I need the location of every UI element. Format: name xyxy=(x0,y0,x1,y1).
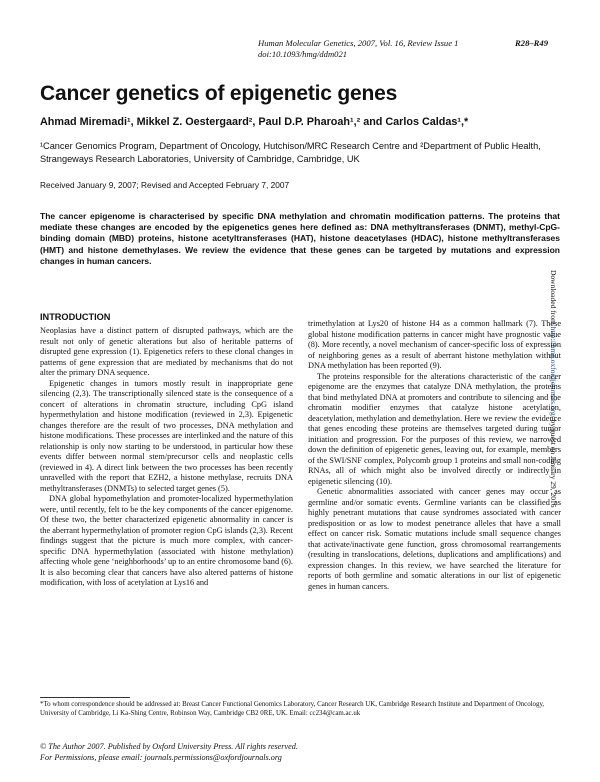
section-heading-introduction: INTRODUCTION xyxy=(40,312,111,322)
side-note-prefix: Downloaded from xyxy=(549,270,558,327)
paragraph: Epigenetic changes in tumors mostly result in inappropriate gene silencing (2,3). The transcriptionally silenced state is the consequence of a concert of alterations in chromatin structure, including CpG island hypermethylation and histone modification (reviewed in 2,3). Epigenetic changes therefore are the result of two processes, DNA methylation and histone modifications. These processes are interlinked and the nature of this relationship is only now starting to be understood, in particular how these events differ between normal stem/precursor cells and neoplastic cells (reviewed in 4). A direct link between the two processes has been recently unravelled with the report that EZH2, a histone methylase, recruits DNA methyltransferases (DNMTs) to selected target genes (5). xyxy=(40,378,293,493)
author-list: Ahmad Miremadi¹, Mikkel Z. Oestergaard², Paul D.P. Pharoah¹,² and Carlos Caldas¹,* xyxy=(40,116,469,128)
abstract: The cancer epigenome is characterised by specific DNA methylation and chromatin modification patterns. The proteins that mediate these changes are encoded by the epigenetics genes here defined as: DNA methyltransferases (DNMT), methyl-CpG-binding domain (MBD) proteins, histone acetyltransferases (HAT), histone deacetylases (HDAC), histone methyltransferases (HMT) and histone demethylases. We review the evidence that these genes can be targeted by mutations and expression changes in human cancers. xyxy=(40,211,560,266)
side-note-suffix: by guest on January 29, 2016 xyxy=(549,417,558,508)
journal-url-link[interactable]: http://hmg.oxfordjournals.org/ xyxy=(549,326,558,418)
correspondence-footnote: *To whom correspondence should be addressed at: Breast Cancer Functional Genomics Laboratory, Cancer Research UK, Cambridge Research Institute and Department of Oncology, University of Cambridge, Li Ka-Shing Centre, Robinson Way, Cambridge CB2 0RE, UK. Email: cc234@cam.ac.uk xyxy=(40,701,545,717)
left-text-column xyxy=(40,326,293,589)
affiliations: ¹Cancer Genomics Program, Department of Oncology, Hutchison/MRC Research Centre and ²Department of Public Health, Strangeways Research Laboratories, University of Cambridge, Cambridge, UK xyxy=(40,141,541,164)
footnote-divider xyxy=(40,697,130,698)
page-range: R28–R49 xyxy=(515,38,548,48)
copyright-block xyxy=(40,742,298,763)
paragraph: Genetic abnormalities associated with cancer genes may occur as germline and/or somatic events. Germline variants can be classified as highly penetrant mutations that cause syndromes associated with cancer predisposition or as low to modest penetrance alleles that have a small effect on cancer risk. Somatic mutations include small sequence changes that activate/inactivate gene function, gross chromosomal rearrangements (resulting in translocations, deletions, duplications and amplifications) and expression changes. In this review, we have searched the literature for reports of both germline and somatic alterations in our list of epigenetic genes in human cancers. xyxy=(308,487,561,591)
copyright-notice: © The Author 2007. Published by Oxford University Press. All rights reserved. xyxy=(40,742,298,751)
paragraph: DNA global hypomethylation and promoter-localized hypermethylation were, until recently, felt to be the key components of the cancer epigenome. Of these two, the better characterized epigenetic abnormality in cancer is the aberrant hypermethylation of promoter region CpG islands (2,3). Recent findings suggest that the picture is much more complex, with cancer-specific DNA hypermethylation (associated with histone methylation) affecting whole gene ‘neighborhoods’ up to an entire chromosome band (6). It is also becoming clear that cancers have also altered patterns of histone modification, with loss of acetylation at Lys16 and xyxy=(40,494,293,587)
permissions-notice: For Permissions, please email: journals.permissions@oxfordjournals.org xyxy=(40,752,282,762)
paragraph: trimethylation at Lys20 of histone H4 as a common hallmark (7). These global histone modification patterns in cancer might have prognostic value (8). More recently, a novel mechanism of cancer-specific loss of expression of neighboring genes as a result of aberrant histone methylation without DNA methylation has been reported (9). xyxy=(308,319,561,370)
received-dates: Received January 9, 2007; Revised and Accepted February 7, 2007 xyxy=(40,180,290,190)
paragraph: The proteins responsible for the alterations characteristic of the cancer epigenome are the enzymes that catalyze DNA methylation, the proteins that bind methylated DNA at promoters and contribute to silencing and the chromatin modifier enzymes that catalyze histone acetylation, deacetylation, methylation and demethylation. Here we review the evidence that genes encoding these proteins are themselves targeted during tumor initiation and progression. For the purposes of this review, we narrowed down the definition of epigenetic genes, leaving out, for example, members of the SWI/SNF complex, Polycomb group 1 proteins and small non-coding RNAs, all of which might also be involved directly or indirectly in epigenetic silencing (10). xyxy=(308,371,561,486)
doi: doi:10.1093/hmg/ddm021 xyxy=(258,49,348,59)
running-head xyxy=(258,38,548,60)
journal-citation: Human Molecular Genetics, 2007, Vol. 16, Review Issue 1 xyxy=(258,38,459,48)
article-title: Cancer genetics of epigenetic genes xyxy=(40,82,398,105)
paragraph: Neoplasias have a distinct pattern of disrupted pathways, which are the result not only of genetic alterations but also of heritable patterns of disrupted gene expression (1). Epigenetics refers to these clonal changes in patterns of gene expression that are mediated by mechanisms that do not alter the primary DNA sequence. xyxy=(40,326,293,377)
right-text-column xyxy=(308,319,561,592)
